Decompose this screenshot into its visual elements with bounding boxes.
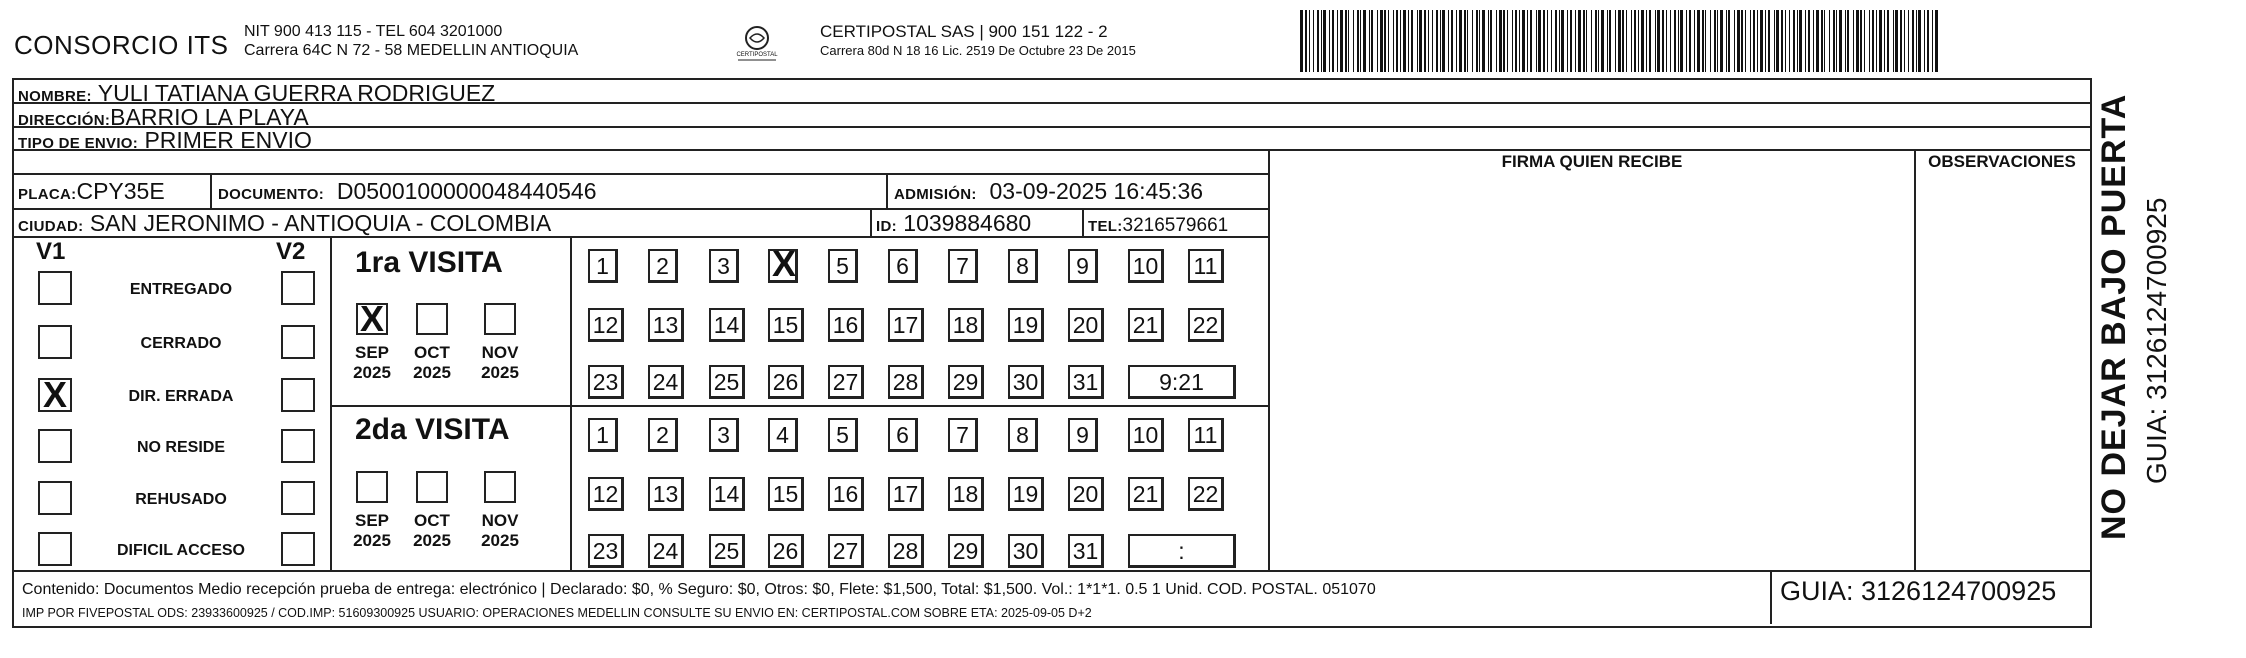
id-value: 1039884680: [903, 210, 1032, 236]
divider: [12, 173, 1270, 175]
v2-checkbox[interactable]: [281, 429, 315, 463]
day-box[interactable]: 2: [648, 249, 678, 283]
divider: [1770, 570, 1772, 624]
month-label: OCT 2025: [413, 343, 451, 382]
v1-label: V1: [36, 238, 66, 265]
day-box[interactable]: 1: [588, 249, 618, 283]
day-box[interactable]: 31: [1068, 365, 1104, 399]
month-label: OCT 2025: [413, 511, 451, 550]
day-box[interactable]: 8: [1008, 418, 1038, 452]
day-box[interactable]: 10: [1128, 249, 1164, 283]
day-box[interactable]: 3: [709, 418, 739, 452]
day-box[interactable]: 13: [648, 308, 684, 342]
day-box[interactable]: 24: [648, 534, 684, 568]
v2-checkbox[interactable]: [281, 481, 315, 515]
day-box[interactable]: 23: [588, 534, 624, 568]
month-checkbox[interactable]: [484, 303, 516, 335]
divider: [1268, 149, 1270, 571]
day-box[interactable]: 11: [1188, 249, 1224, 283]
documento-label: DOCUMENTO:: [218, 186, 325, 203]
field-tipo-envio: [18, 127, 312, 157]
divider: [886, 173, 888, 209]
month-label: NOV 2025: [481, 511, 519, 550]
day-box[interactable]: 22: [1188, 308, 1224, 342]
day-box[interactable]: 12: [588, 477, 624, 511]
month-checkbox[interactable]: [356, 471, 388, 503]
v2-checkbox[interactable]: [281, 325, 315, 359]
admision-label: ADMISIÓN:: [894, 186, 977, 203]
check-mark: X: [359, 298, 384, 339]
day-box[interactable]: 26: [768, 365, 804, 399]
day-box[interactable]: 16: [828, 477, 864, 511]
day-box[interactable]: 7: [948, 249, 978, 283]
day-box[interactable]: 29: [948, 365, 984, 399]
day-box[interactable]: 20: [1068, 477, 1104, 511]
day-box[interactable]: 14: [709, 308, 745, 342]
day-box[interactable]: 25: [709, 534, 745, 568]
day-box[interactable]: 26: [768, 534, 804, 568]
day-box[interactable]: 16: [828, 308, 864, 342]
day-box[interactable]: 21: [1128, 308, 1164, 342]
day-box[interactable]: 12: [588, 308, 624, 342]
day-box[interactable]: 21: [1128, 477, 1164, 511]
tel-label: TEL:: [1088, 218, 1123, 235]
side-notice: NO DEJAR BAJO PUERTA: [2095, 93, 2133, 540]
logo-text: CERTIPOSTAL: [736, 52, 778, 58]
side-guia: GUIA: 3126124700925: [2141, 197, 2172, 484]
divider: [12, 149, 2092, 151]
nombre-label: NOMBRE:: [18, 88, 92, 105]
field-placa: [18, 178, 165, 208]
id-label: ID:: [876, 218, 897, 235]
day-box[interactable]: 18: [948, 308, 984, 342]
divider: [12, 570, 2092, 572]
day-box[interactable]: 11: [1188, 418, 1224, 452]
ciudad-value: SAN JERONIMO - ANTIOQUIA - COLOMBIA: [89, 210, 552, 236]
field-ciudad: [18, 210, 551, 240]
divider: [1914, 149, 1916, 571]
tipo-label: TIPO DE ENVIO:: [18, 135, 139, 152]
status-option-label: ENTREGADO: [129, 281, 233, 298]
day-box[interactable]: 27: [828, 365, 864, 399]
barcode: [1300, 10, 1940, 72]
v2-checkbox[interactable]: [281, 532, 315, 566]
day-box[interactable]: 28: [888, 534, 924, 568]
check-mark: X: [42, 374, 67, 415]
time-box[interactable]: :: [1128, 534, 1236, 568]
day-box[interactable]: 24: [648, 365, 684, 399]
day-box[interactable]: 15: [768, 308, 804, 342]
v1-checkbox[interactable]: [38, 325, 72, 359]
placa-label: PLACA:: [18, 186, 77, 203]
day-box[interactable]: 5: [828, 249, 858, 283]
day-box[interactable]: 8: [1008, 249, 1038, 283]
divider: [330, 236, 332, 571]
nombre-value: YULI TATIANA GUERRA RODRIGUEZ: [97, 80, 496, 106]
time-box[interactable]: 9:21: [1128, 365, 1236, 399]
status-option-label: NO RESIDE: [136, 439, 225, 456]
day-box[interactable]: 18: [948, 477, 984, 511]
day-box[interactable]: 15: [768, 477, 804, 511]
month-label: SEP 2025: [353, 511, 391, 550]
field-tel: [1088, 210, 1228, 240]
company-name: CONSORCIO ITS: [14, 30, 229, 60]
divider: [12, 126, 2092, 128]
tipo-value: PRIMER ENVIO: [144, 127, 312, 153]
status-option-label: CERRADO: [140, 335, 222, 352]
v1-checkbox[interactable]: [38, 429, 72, 463]
day-box[interactable]: 9: [1068, 249, 1098, 283]
firma-header: FIRMA QUIEN RECIBE: [1501, 152, 1683, 171]
visit1-title: 1ra VISITA: [355, 246, 503, 279]
month-checkbox[interactable]: [416, 471, 448, 503]
admision-value: 03-09-2025 16:45:36: [989, 178, 1204, 204]
certipostal-logo-icon: [730, 24, 784, 68]
status-option-label: DIFICIL ACCESO: [116, 542, 245, 559]
day-box[interactable]: 31: [1068, 534, 1104, 568]
v1-checkbox[interactable]: [38, 271, 72, 305]
day-box[interactable]: 2: [648, 418, 678, 452]
day-box[interactable]: 6: [888, 418, 918, 452]
divider: [870, 208, 872, 237]
ciudad-label: CIUDAD:: [18, 218, 84, 235]
v2-checkbox[interactable]: [281, 271, 315, 305]
check-mark: X: [771, 243, 796, 284]
observaciones-header: OBSERVACIONES: [1928, 152, 2076, 171]
footer-guia: GUIA: 3126124700925: [1780, 576, 2057, 606]
month-checkbox[interactable]: [484, 471, 516, 503]
footer-print-info: IMP POR FIVEPOSTAL ODS: 23933600925 / COD.IMP: 51609300925 USUARIO: OPERACIONES MEDELLIN CONSULTE SU ENVIO EN: CERTIPOSTAL.COM SOBRE ETA: 2025-09-05 D+2: [22, 606, 1092, 620]
day-box[interactable]: 29: [948, 534, 984, 568]
day-box[interactable]: 22: [1188, 477, 1224, 511]
day-box[interactable]: 23: [588, 365, 624, 399]
visit2-title: 2da VISITA: [355, 413, 510, 446]
company-info: [244, 22, 578, 60]
day-box[interactable]: 19: [1008, 308, 1044, 342]
field-documento: [218, 178, 597, 208]
field-id: [876, 210, 1031, 240]
status-option-label: DIR. ERRADA: [128, 388, 234, 405]
day-box[interactable]: 7: [948, 418, 978, 452]
day-box[interactable]: 4: [768, 418, 798, 452]
v2-checkbox[interactable]: [281, 378, 315, 412]
status-option-label: REHUSADO: [135, 491, 227, 508]
company-nit: NIT 900 413 115 - TEL 604 3201000: [244, 23, 503, 40]
carrier-info: [820, 22, 1136, 60]
day-box[interactable]: 13: [648, 477, 684, 511]
day-box[interactable]: 9: [1068, 418, 1098, 452]
day-box[interactable]: 30: [1008, 365, 1044, 399]
divider: [1082, 208, 1084, 237]
direccion-label: DIRECCIÓN:: [18, 112, 111, 129]
day-box[interactable]: 17: [888, 477, 924, 511]
day-box[interactable]: 10: [1128, 418, 1164, 452]
day-box[interactable]: 20: [1068, 308, 1104, 342]
carrier-name: CERTIPOSTAL SAS | 900 151 122 - 2: [820, 22, 1108, 41]
day-box[interactable]: 14: [709, 477, 745, 511]
day-box[interactable]: 17: [888, 308, 924, 342]
month-checkbox[interactable]: [416, 303, 448, 335]
month-label: NOV 2025: [481, 343, 519, 382]
day-box[interactable]: 1: [588, 418, 618, 452]
carrier-address: Carrera 80d N 18 16 Lic. 2519 De Octubre 23 De 2015: [820, 43, 1136, 58]
documento-value: D0500100000048440546: [336, 178, 597, 204]
tel-value: 3216579661: [1122, 215, 1229, 236]
field-admision: [894, 178, 1203, 208]
v2-label: V2: [276, 238, 306, 265]
direccion-value: BARRIO LA PLAYA: [110, 104, 309, 130]
day-box[interactable]: 30: [1008, 534, 1044, 568]
day-box[interactable]: 19: [1008, 477, 1044, 511]
divider: [570, 236, 572, 571]
divider: [330, 405, 1270, 407]
day-box[interactable]: 6: [888, 249, 918, 283]
day-box[interactable]: 5: [828, 418, 858, 452]
company-address: Carrera 64C N 72 - 58 MEDELLIN ANTIOQUIA: [244, 42, 579, 59]
month-label: SEP 2025: [353, 343, 391, 382]
v1-checkbox[interactable]: [38, 532, 72, 566]
day-box[interactable]: 27: [828, 534, 864, 568]
footer-content: Contenido: Documentos Medio recepción prueba de entrega: electrónico | Declarado: $0, % Seguro: $0, Otros: $0, Flete: $1,500, Total: $1,500. Vol.: 1*1*1. 0.5 1 Unid. COD. POSTAL. 051070: [22, 581, 1376, 598]
day-box[interactable]: 28: [888, 365, 924, 399]
day-box[interactable]: 25: [709, 365, 745, 399]
day-box[interactable]: 3: [709, 249, 739, 283]
placa-value: CPY35E: [76, 178, 165, 204]
v1-checkbox[interactable]: [38, 481, 72, 515]
divider: [210, 173, 212, 209]
